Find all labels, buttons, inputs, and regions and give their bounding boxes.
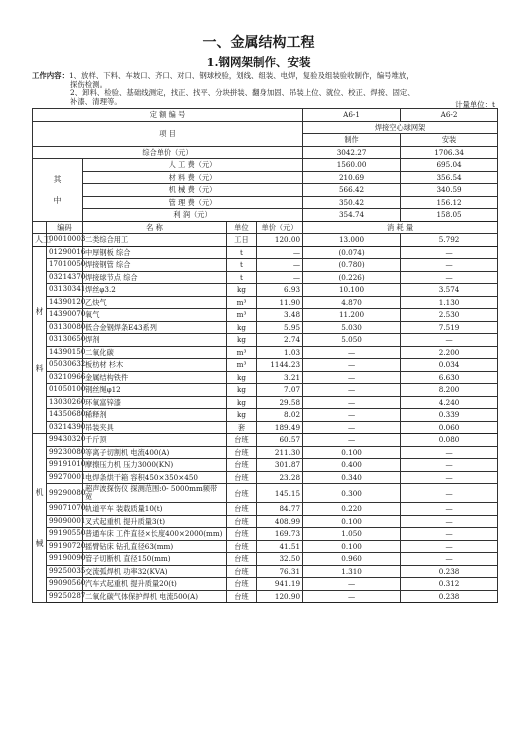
resource-consumption-b: — [401,540,498,553]
resource-unit: m³ [227,359,257,372]
resource-unit: 台班 [227,446,257,459]
resource-consumption-b: — [401,271,498,284]
resource-price: 3.48 [257,309,303,322]
resource-code: 99270001 [47,471,83,484]
machine-category [33,434,47,603]
resource-unit: kg [227,409,257,422]
resource-price: — [257,259,303,272]
resource-unit: 台班 [227,590,257,603]
quota-col-b: A6-2 [401,109,498,122]
resource-consumption-a: — [303,359,401,372]
resource-price: 1.03 [257,346,303,359]
resource-name: 焊接球节点 综合 [83,271,227,284]
resource-code: 17010050 [47,259,83,272]
material-row [33,309,498,322]
resource-code: 99090560 [47,578,83,591]
resource-price: 7.07 [257,384,303,397]
resource-code: 13030260 [47,396,83,409]
resource-consumption-b: — [401,484,498,503]
resource-code: 99190720 [47,540,83,553]
resource-price: 1144.23 [257,359,303,372]
work-content-line-3: 2、卸料、检验、基础线测定，找正、找平、分块拼装、翻身加固、吊装上位、就位、校正、焊接、固定、 [70,88,415,98]
fee-row [33,209,498,222]
resource-unit: 套 [227,421,257,434]
resource-consumption-a: 0.340 [303,471,401,484]
resource-name: 中厚钢板 综合 [83,246,227,259]
resource-consumption-a: 5.030 [303,321,401,334]
fee-value-b: 695.04 [401,159,498,172]
resource-name: 交流弧焊机 功率32(KVA) [83,565,227,578]
resource-consumption-b: 4.240 [401,396,498,409]
resource-header-unit: 单位 [227,221,257,234]
work-content-line-4: 补漆、清理等。 [70,96,122,106]
resource-unit: t [227,259,257,272]
resource-price: 41.51 [257,540,303,553]
resource-name: 钢丝绳φ12 [83,384,227,397]
resource-consumption-a: — [303,409,401,422]
resource-price: 76.31 [257,565,303,578]
resource-name: 普通车床 工件直径×长度400×2000(mm) [83,528,227,541]
resource-consumption-a: (0.074) [303,246,401,259]
resource-name: 焊丝φ3.2 [83,284,227,297]
resource-consumption-b: 2.530 [401,309,498,322]
resource-name: 二氧化碳 [83,346,227,359]
resource-consumption-b: 0.339 [401,409,498,422]
resource-consumption-b: 3.574 [401,284,498,297]
resource-unit: kg [227,384,257,397]
material-row [33,271,498,284]
resource-code: 99090001 [47,515,83,528]
measurement-unit: 计量单位：t [455,100,495,109]
resource-code: 01050100 [47,384,83,397]
fee-group-char: 其 [53,174,62,184]
resource-unit: t [227,271,257,284]
resource-consumption-b: — [401,471,498,484]
resource-code: 14350680 [47,409,83,422]
resource-consumption-b: 8.200 [401,384,498,397]
work-content-line-2: 探伤检测。 [70,79,107,89]
resource-name: 板枋材 杉木 [83,359,227,372]
resource-consumption-a: (0.780) [303,259,401,272]
resource-consumption-b: — [401,553,498,566]
resource-unit: kg [227,321,257,334]
resource-code: 99071070 [47,503,83,516]
resource-unit: t [227,246,257,259]
resource-header-code: 编码 [47,221,83,234]
resource-name: 氧气 [83,309,227,322]
resource-unit: 台班 [227,528,257,541]
resource-header-name: 名 称 [83,221,227,234]
resource-code: 99190090 [47,553,83,566]
resource-name: 等离子切割机 电流400(A) [83,446,227,459]
machine-row [33,484,498,503]
resource-consumption-b: — [401,528,498,541]
resource-price: 145.15 [257,484,303,503]
fee-value-a: 350.42 [303,196,401,209]
resource-price: 6.93 [257,284,303,297]
resource-code: 99230080 [47,446,83,459]
resource-consumption-b: — [401,334,498,347]
resource-consumption-b: — [401,459,498,472]
machine-row [33,553,498,566]
resource-code: 99250287 [47,590,83,603]
resource-name: 低合金钢焊条E43系列 [83,321,227,334]
resource-code: 03210966 [47,371,83,384]
base-price-a: 3042.27 [303,146,401,159]
machine-row [33,446,498,459]
labor-row [33,234,498,247]
resource-consumption-a: — [303,346,401,359]
machine-row [33,503,498,516]
item-label: 项 目 [33,121,303,146]
resource-consumption-b: 6.630 [401,371,498,384]
resource-code: 99250035 [47,565,83,578]
resource-unit: 台班 [227,515,257,528]
resource-name: 叉式起重机 提升质量3(t) [83,515,227,528]
resource-consumption-a: — [303,384,401,397]
resource-consumption-a: 1.050 [303,528,401,541]
resource-name: 稀释剂 [83,409,227,422]
resource-unit: m³ [227,309,257,322]
resource-code: 00010003 [47,234,83,247]
resource-price: 3.21 [257,371,303,384]
resource-unit: 工日 [227,234,257,247]
fee-row [33,196,498,209]
resource-unit: m³ [227,346,257,359]
resource-code: 99190550 [47,528,83,541]
labor-category: 人工 [33,234,47,247]
resource-consumption-a: 10.100 [303,284,401,297]
resource-code: 01290016 [47,246,83,259]
resource-consumption-a: 1.310 [303,565,401,578]
material-row [33,296,498,309]
resource-price: 120.90 [257,590,303,603]
resource-price: 408.99 [257,515,303,528]
resource-name: 超声波探伤仪 探测范围:0- 5000mm频带宽 [83,484,227,503]
resource-unit: kg [227,334,257,347]
resource-name: 金属结构铁件 [83,371,227,384]
resource-code: 14390070 [47,309,83,322]
work-content [32,72,494,106]
group-label: 焊接空心球网架 [303,121,498,134]
machine-row [33,459,498,472]
material-row [33,259,498,272]
resource-price: 169.73 [257,528,303,541]
resource-consumption-a: 5.050 [303,334,401,347]
resource-code: 14390120 [47,296,83,309]
resource-unit: 台班 [227,503,257,516]
fee-value-a: 354.74 [303,209,401,222]
quota-number-label: 定 额 编 号 [33,109,303,122]
resource-header-consumption: 消 耗 量 [303,221,498,234]
resource-consumption-b: 0.238 [401,590,498,603]
subitem-a: 制作 [303,134,401,147]
resource-consumption-b: 5.792 [401,234,498,247]
resource-code: 99191010 [47,459,83,472]
resource-unit: 台班 [227,471,257,484]
resource-price: 189.49 [257,421,303,434]
resource-consumption-a: 11.200 [303,309,401,322]
resource-name: 轨道平车 装载质量10(t) [83,503,227,516]
resource-consumption-b: 1.130 [401,296,498,309]
resource-consumption-a: 0.220 [303,503,401,516]
resource-unit: 台班 [227,565,257,578]
material-row [33,359,498,372]
material-row [33,396,498,409]
material-category [33,246,47,434]
resource-header-row [33,221,498,234]
subitem-b: 安装 [401,134,498,147]
fee-value-b: 156.12 [401,196,498,209]
resource-unit: 台班 [227,459,257,472]
machine-row [33,434,498,447]
machine-category-char: 机 [35,488,44,498]
group-row [33,121,498,134]
resource-code: 05030632 [47,359,83,372]
resource-consumption-a: 0.100 [303,446,401,459]
resource-name: 环氧富锌漆 [83,396,227,409]
resource-unit: 台班 [227,434,257,447]
resource-name: 焊剂 [83,334,227,347]
resource-consumption-a: 0.400 [303,459,401,472]
resource-name: 二类综合用工 [83,234,227,247]
page-title: 一、金属结构工程 [202,35,315,51]
resource-price: 11.90 [257,296,303,309]
resource-consumption-b: — [401,259,498,272]
resource-code: 14390150 [47,346,83,359]
resource-consumption-a: (0.226) [303,271,401,284]
resource-price: — [257,271,303,284]
machine-row [33,578,498,591]
resource-consumption-a: 13.000 [303,234,401,247]
resource-code: 03214370 [47,271,83,284]
resource-consumption-a: — [303,590,401,603]
fee-value-b: 340.59 [401,184,498,197]
resource-price: 32.50 [257,553,303,566]
resource-code: 03214390 [47,421,83,434]
work-content-line-1: 工作内容：1、放样、下料、车坡口、齐口、对口、钢球校验，划线、组装、电焊，复验及组装验收制作，编号堆放， [32,71,414,80]
machine-row [33,515,498,528]
fee-group-char: 中 [53,195,62,205]
machine-row [33,565,498,578]
resource-unit: 台班 [227,484,257,503]
material-row [33,346,498,359]
resource-code: 99430320 [47,434,83,447]
resource-price: 5.95 [257,321,303,334]
resource-name: 汽车式起重机 提升质量20(t) [83,578,227,591]
resource-consumption-a: — [303,578,401,591]
resource-price: 84.77 [257,503,303,516]
resource-price: 941.19 [257,578,303,591]
section-subtitle: 1.钢网架制作、安装 [206,55,311,69]
resource-price: 60.57 [257,434,303,447]
material-row [33,334,498,347]
fee-name: 机 械 费（元） [83,184,303,197]
resource-consumption-b: 2.200 [401,346,498,359]
fee-value-b: 356.54 [401,171,498,184]
resource-unit: kg [227,396,257,409]
fee-row [33,184,498,197]
work-content-label: 工作内容： [32,71,69,80]
material-category-char: 材 [35,306,44,316]
machine-row [33,528,498,541]
resource-consumption-a: 0.100 [303,540,401,553]
material-row [33,421,498,434]
resource-code: 99290080 [47,484,83,503]
resource-consumption-a: 0.960 [303,553,401,566]
base-price-label: 综合单价（元） [33,146,303,159]
resource-name: 千斤顶 [83,434,227,447]
fee-value-a: 210.69 [303,171,401,184]
resource-name: 摩擦压力机 压力3000(KN) [83,459,227,472]
resource-consumption-a: — [303,371,401,384]
fee-row [33,171,498,184]
resource-consumption-b: 0.080 [401,434,498,447]
fee-name: 材 料 费（元） [83,171,303,184]
resource-consumption-a: — [303,421,401,434]
machine-row [33,471,498,484]
resource-name: 二氧化碳气体保护焊机 电流500(A) [83,590,227,603]
resource-price: 120.00 [257,234,303,247]
resource-unit: m³ [227,296,257,309]
resource-consumption-b: 0.312 [401,578,498,591]
machine-row [33,540,498,553]
quota-col-a: A6-1 [303,109,401,122]
resource-consumption-b: 0.034 [401,359,498,372]
material-row [33,321,498,334]
resource-name: 吊装夹具 [83,421,227,434]
base-price-row [33,146,498,159]
resource-name: 乙炔气 [83,296,227,309]
material-category-char: 料 [35,363,44,373]
quota-number-row [33,109,498,122]
resource-consumption-b: — [401,246,498,259]
resource-consumption-a: — [303,396,401,409]
resource-consumption-b: 0.060 [401,421,498,434]
fee-group-label [33,159,83,222]
resource-consumption-a: 4.870 [303,296,401,309]
material-row [33,284,498,297]
resource-name: 摇臂钻床 钻孔直径63(mm) [83,540,227,553]
material-row [33,409,498,422]
quota-table [32,108,498,603]
resource-consumption-a: 0.300 [303,484,401,503]
resource-name: 焊接钢管 综合 [83,259,227,272]
resource-price: 8.02 [257,409,303,422]
fee-name: 管 理 费（元） [83,196,303,209]
resource-consumption-a: 0.100 [303,515,401,528]
resource-price: 211.30 [257,446,303,459]
material-row [33,371,498,384]
fee-name: 人 工 费（元） [83,159,303,172]
fee-value-a: 566.42 [303,184,401,197]
resource-unit: kg [227,371,257,384]
fee-row [33,159,498,172]
resource-price: 23.28 [257,471,303,484]
machine-category-char: 械 [35,538,44,548]
resource-code: 03130650 [47,334,83,347]
resource-unit: 台班 [227,578,257,591]
resource-unit: 台班 [227,553,257,566]
resource-consumption-b: 0.238 [401,565,498,578]
resource-header-price: 单价（元） [257,221,303,234]
machine-row [33,590,498,603]
resource-price: 301.87 [257,459,303,472]
resource-unit: 台班 [227,540,257,553]
resource-price: — [257,246,303,259]
fee-value-b: 158.05 [401,209,498,222]
resource-code: 03130341 [47,284,83,297]
resource-price: 29.58 [257,396,303,409]
resource-unit: kg [227,284,257,297]
resource-consumption-b: — [401,503,498,516]
fee-name: 利 润（元） [83,209,303,222]
resource-consumption-b: — [401,515,498,528]
resource-code: 03130080 [47,321,83,334]
material-row [33,384,498,397]
material-row [33,246,498,259]
resource-price: 2.74 [257,334,303,347]
resource-name: 电焊条烘干箱 容积450×350×450 [83,471,227,484]
resource-consumption-b: — [401,446,498,459]
resource-name: 管子切断机 直径150(mm) [83,553,227,566]
fee-value-a: 1560.00 [303,159,401,172]
resource-header-blank [33,221,47,234]
resource-consumption-a: — [303,434,401,447]
resource-consumption-b: 7.519 [401,321,498,334]
base-price-b: 1706.34 [401,146,498,159]
